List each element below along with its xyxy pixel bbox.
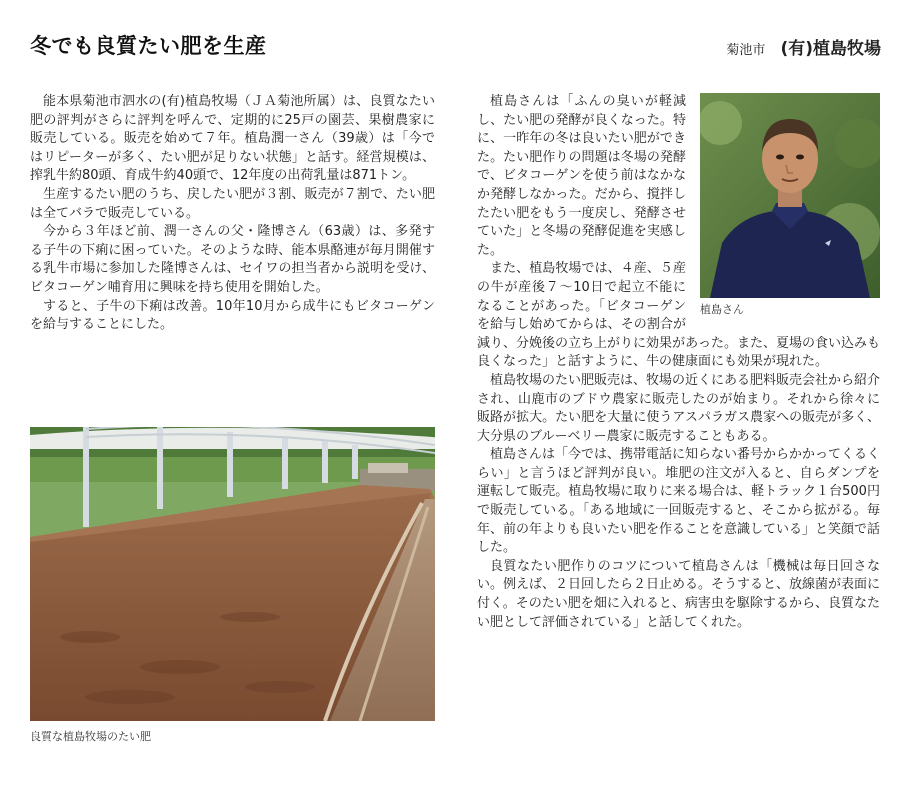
compost-photo <box>30 427 435 721</box>
paragraph: 植島さんは「ふんの臭いが軽減し、たい肥の発酵が良くなった。特に、一昨年の冬は良いたい肥ができた。たい肥作りの問題は冬場の発酵で、ビタコーゲンを使う前はなかなか発酵しなかった。だから、撹拌したたい肥をもう一度戻し、発酵させていた」と冬場の発酵促進を実感した。 <box>477 94 686 258</box>
paragraph: 生産するたい肥のうち、戻したい肥が３割、販売が７割で、たい肥は全てバラで販売している。 <box>30 186 435 221</box>
paragraph: 能本県菊池市泗水の(有)植島牧場（ＪＡ菊池所属）は、良質なたい肥の評判がさらに評判を呼んで、定期的に25戸の園芸、果樹農家に販売している。販売を始めて７年。植島潤一さん（39歳）は「今ではリピーターが多く、たい肥が足りない状態」と話す。経営規模は、搾乳牛約80頭、育成牛約40頭で、12年度の出荷乳量は871トン。 <box>30 94 435 184</box>
paragraph: また、植島牧場では、４産、５産の牛が産後７～10日で起立不能になることがあった。「ビタコーゲンを給与し始めてからは、その割合が減り、分娩後の立ち上がりに効果があった。また、夏場の食い込みも良くなった」と話すように、牛の健康面にも効果が現れた。 <box>477 261 880 370</box>
compost-photo-caption: 良質な植島牧場のたい肥 <box>30 730 151 743</box>
byline <box>726 34 881 59</box>
right-column <box>477 93 880 632</box>
paragraph: 今から３年ほど前、潤一さんの父・隆博さん（63歳）は、多発する子牛の下痢に困っていた。そのような時、能本県酪連が毎月開催する乳牛市場に参加した隆博さんは、セイワの担当者から説明を受け、ビタコーゲン哺育用に興味を持ち使用を開始した。 <box>30 224 435 295</box>
left-column <box>30 93 435 335</box>
portrait-caption: 植島さん <box>700 303 744 316</box>
byline-farm: (有)植島牧場 <box>780 39 881 59</box>
paragraph: 良質なたい肥作りのコツについて植島さんは「機械は毎日回さない。例えば、２日回したら２日止める。そうすると、放線菌が表面に付く。そのたい肥を畑に入れると、病害虫を駆除するから、良質なたい肥として評価されている」と話してくれた。 <box>477 558 881 630</box>
portrait-photo <box>700 93 880 318</box>
paragraph: 植島牧場のたい肥販売は、牧場の近くにある肥料販売会社から紹介され、山鹿市のブドウ農家に販売したのが始まり。それから徐々に販路が拡大。たい肥を大量に使うアスパラガス農家への販売が多く、大分県のブルーベリー農家に販売することもある。 <box>477 372 881 444</box>
byline-city: 菊池市 <box>726 43 766 58</box>
paragraph: すると、子牛の下痢は改善。10年10月から成牛にもビタコーゲンを給与することにした。 <box>30 298 435 333</box>
article-title: 冬でも良質たい肥を生産 <box>30 34 267 58</box>
paragraph: 植島さんは「今では、携帯電話に知らない番号からかかってくるくらい」と言うほど評判が良い。堆肥の注文が入ると、自らダンプを運転して販売。植島牧場に取りに来る場合は、軽トラック１台500円で販売している。「ある地域に一回販売すると、そこから拡がる。毎年、前の年よりも良いたい肥を作ることを意識している」と笑顔で話した。 <box>477 447 881 556</box>
